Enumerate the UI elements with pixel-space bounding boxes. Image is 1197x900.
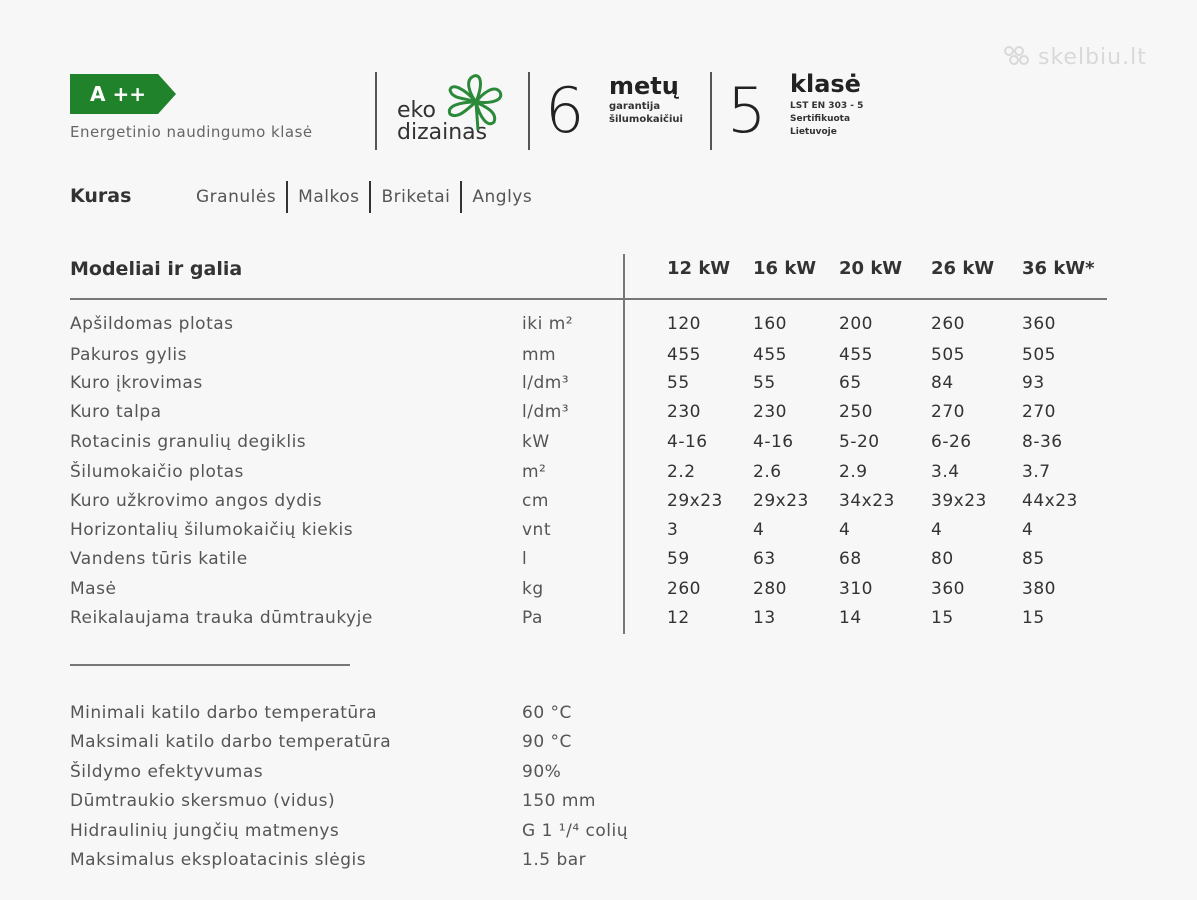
row-unit: cm	[522, 491, 549, 511]
row-value: 4	[1022, 520, 1034, 540]
row-value: 34x23	[839, 491, 895, 511]
row-value: 280	[753, 579, 787, 599]
row-unit: Pa	[522, 608, 543, 628]
row-value: 8-36	[1022, 432, 1063, 452]
row-value: 455	[667, 345, 701, 365]
clover-icon	[442, 72, 510, 132]
row-label: Rotacinis granulių degiklis	[70, 432, 307, 452]
spec-value: 60 °C	[522, 703, 572, 723]
models-table-title: Modeliai ir galia	[70, 258, 243, 280]
row-unit: kg	[522, 579, 544, 599]
row-label: Masė	[70, 579, 117, 599]
model-header: 16 kW	[753, 258, 817, 279]
row-value: 3	[667, 520, 679, 540]
row-unit: kW	[522, 432, 550, 452]
row-value: 84	[931, 373, 954, 393]
warranty-line1: garantija	[609, 101, 661, 112]
row-value: 93	[1022, 373, 1045, 393]
energy-class-badge: A ++	[70, 74, 158, 114]
row-unit: iki m²	[522, 314, 574, 334]
row-value: 310	[839, 579, 873, 599]
row-label: Kuro užkrovimo angos dydis	[70, 491, 323, 511]
row-value: 160	[753, 314, 787, 334]
header-divider	[528, 72, 530, 150]
spec-label: Maksimali katilo darbo temperatūra	[70, 732, 392, 752]
row-value: 65	[839, 373, 862, 393]
row-label: Horizontalių šilumokaičių kiekis	[70, 520, 354, 540]
row-label: Kuro įkrovimas	[70, 373, 203, 393]
row-unit: vnt	[522, 520, 552, 540]
row-value: 4	[839, 520, 851, 540]
row-value: 200	[839, 314, 873, 334]
row-value: 5-20	[839, 432, 880, 452]
watermark-dots-icon	[1004, 46, 1032, 66]
row-value: 55	[667, 373, 690, 393]
warranty-line2: šilumokaičiui	[609, 114, 683, 125]
row-value: 230	[753, 402, 787, 422]
class-number: 5	[727, 74, 767, 147]
warranty-subtitle	[609, 100, 683, 126]
row-value: 360	[1022, 314, 1056, 334]
table-column-divider	[623, 254, 625, 634]
row-value: 2.2	[667, 462, 696, 482]
class-line2: Sertifikuota	[790, 114, 851, 124]
row-value: 260	[931, 314, 965, 334]
row-value: 15	[931, 608, 954, 628]
row-value: 39x23	[931, 491, 987, 511]
row-label: Apšildomas plotas	[70, 314, 234, 334]
spec-value: 1.5 bar	[522, 850, 587, 870]
row-value: 85	[1022, 549, 1045, 569]
row-value: 260	[667, 579, 701, 599]
class-subtitle	[790, 100, 863, 139]
class-line1: LST EN 303 - 5	[790, 101, 864, 111]
eko-line2: dizainas	[397, 120, 488, 145]
row-value: 230	[667, 402, 701, 422]
spec-value: G 1 ¹/⁴ colių	[522, 821, 629, 841]
energy-class-caption: Energetinio naudingumo klasė	[70, 123, 313, 141]
watermark	[1004, 44, 1147, 70]
row-value: 505	[931, 345, 965, 365]
row-value: 2.9	[839, 462, 868, 482]
model-header: 20 kW	[839, 258, 903, 279]
model-header: 36 kW*	[1022, 258, 1095, 279]
row-value: 120	[667, 314, 701, 334]
row-value: 59	[667, 549, 690, 569]
model-header: 12 kW	[667, 258, 731, 279]
header-divider	[710, 72, 712, 150]
spec-value: 90 °C	[522, 732, 572, 752]
fuel-label: Kuras	[70, 185, 132, 207]
eko-line1: eko	[397, 98, 436, 123]
table-header-divider	[70, 298, 1107, 300]
spec-label: Dūmtraukio skersmuo (vidus)	[70, 791, 336, 811]
row-value: 68	[839, 549, 862, 569]
row-label: Pakuros gylis	[70, 345, 187, 365]
row-value: 4-16	[667, 432, 708, 452]
row-label: Reikalaujama trauka dūmtraukyje	[70, 608, 373, 628]
row-value: 55	[753, 373, 776, 393]
row-value: 4-16	[753, 432, 794, 452]
row-unit: m²	[522, 462, 547, 482]
spec-value: 90%	[522, 762, 562, 782]
fuel-item: Malkos	[286, 181, 369, 213]
row-value: 455	[839, 345, 873, 365]
row-value: 15	[1022, 608, 1045, 628]
row-value: 3.7	[1022, 462, 1051, 482]
class-title: klasė	[790, 70, 861, 98]
spec-label: Hidraulinių jungčių matmenys	[70, 821, 340, 841]
class-line3: Lietuvoje	[790, 127, 837, 137]
row-unit: mm	[522, 345, 557, 365]
row-value: 13	[753, 608, 776, 628]
fuel-list	[196, 181, 542, 213]
row-unit: l/dm³	[522, 402, 570, 422]
row-value: 380	[1022, 579, 1056, 599]
row-unit: l/dm³	[522, 373, 570, 393]
row-value: 29x23	[667, 491, 723, 511]
row-label: Vandens tūris katile	[70, 549, 248, 569]
row-value: 12	[667, 608, 690, 628]
row-label: Šilumokaičio plotas	[70, 462, 244, 482]
model-header: 26 kW	[931, 258, 995, 279]
warranty-title: metų	[609, 72, 679, 100]
row-value: 44x23	[1022, 491, 1078, 511]
row-value: 270	[931, 402, 965, 422]
row-value: 3.4	[931, 462, 960, 482]
row-value: 63	[753, 549, 776, 569]
row-value: 6-26	[931, 432, 972, 452]
row-value: 29x23	[753, 491, 809, 511]
row-label: Kuro talpa	[70, 402, 162, 422]
row-value: 4	[931, 520, 943, 540]
row-value: 250	[839, 402, 873, 422]
watermark-text: skelbiu.lt	[1038, 45, 1147, 70]
header-divider	[375, 72, 377, 150]
section-divider	[70, 664, 350, 666]
row-value: 14	[839, 608, 862, 628]
row-value: 80	[931, 549, 954, 569]
row-value: 455	[753, 345, 787, 365]
row-value: 360	[931, 579, 965, 599]
spec-label: Minimali katilo darbo temperatūra	[70, 703, 378, 723]
row-value: 2.6	[753, 462, 782, 482]
fuel-item: Granulės	[196, 187, 277, 207]
row-value: 4	[753, 520, 765, 540]
fuel-item: Anglys	[460, 181, 542, 213]
warranty-years-number: 6	[545, 74, 585, 147]
spec-label: Šildymo efektyvumas	[70, 762, 264, 782]
row-unit: l	[522, 549, 528, 569]
row-value: 270	[1022, 402, 1056, 422]
row-value: 505	[1022, 345, 1056, 365]
spec-value: 150 mm	[522, 791, 596, 811]
fuel-item: Briketai	[369, 181, 460, 213]
spec-label: Maksimalus eksploatacinis slėgis	[70, 850, 367, 870]
